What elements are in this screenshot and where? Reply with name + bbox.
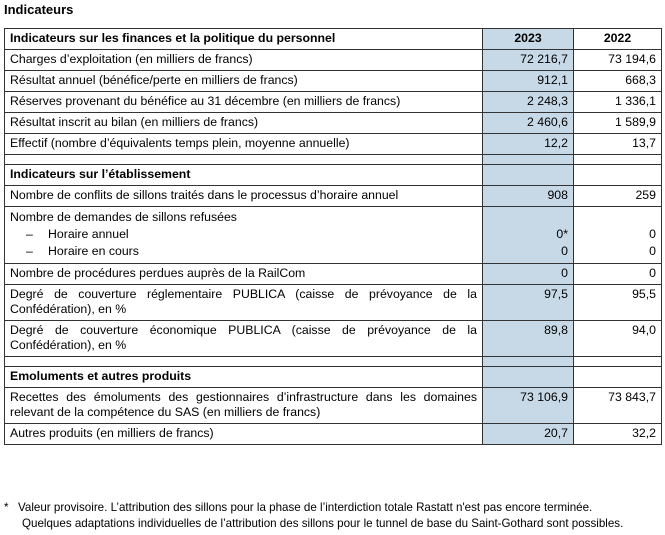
spacer-cell (574, 155, 662, 165)
value-2023: 2 248,3 (483, 92, 574, 113)
table-row (5, 71, 662, 92)
value-2023: 0* (556, 227, 568, 241)
sub-item (10, 226, 477, 243)
value-2022: 0 (574, 264, 662, 285)
value-2022: 668,3 (574, 71, 662, 92)
row-label: Réserves provenant du bénéfice au 31 décembre (en milliers de francs) (5, 92, 483, 113)
finance-header-row (5, 29, 662, 50)
table-row (5, 264, 662, 285)
value-2023: 20,7 (483, 424, 574, 445)
value-2023: 908 (483, 186, 574, 207)
table-row (5, 321, 662, 357)
empty-cell (574, 165, 662, 186)
spacer-row (5, 357, 662, 367)
value-2022: 94,0 (574, 321, 662, 357)
value-2022: 32,2 (574, 424, 662, 445)
row-label: Nombre de procédures perdues auprès de la RailCom (5, 264, 483, 285)
value-2022: 73 843,7 (574, 388, 662, 424)
establishment-section-heading: Indicateurs sur l’établissement (5, 165, 483, 186)
value-2022: 95,5 (574, 285, 662, 321)
empty-cell (483, 165, 574, 186)
table-row (5, 388, 662, 424)
value-2023: 97,5 (483, 285, 574, 321)
value-2022: 1 589,9 (574, 113, 662, 134)
empty-cell (483, 367, 574, 388)
values-2022-cell (574, 207, 662, 264)
row-label: Nombre de demandes de sillons refusées (10, 210, 237, 224)
value-2023: 0 (561, 244, 568, 258)
value-2023: 2 460,6 (483, 113, 574, 134)
emoluments-section-heading: Emoluments et autres produits (5, 367, 483, 388)
footnote-marker: * (4, 501, 9, 514)
row-label: Résultat annuel (bénéfice/perte en milliers de francs) (5, 71, 483, 92)
values-2023-cell (483, 207, 574, 264)
blank-value (488, 209, 568, 226)
value-2022: 0 (649, 244, 656, 258)
table-row (5, 50, 662, 71)
value-2022: 13,7 (574, 134, 662, 155)
refused-requests-cell (5, 207, 483, 264)
value-2022: 73 194,6 (574, 50, 662, 71)
table-row (5, 424, 662, 445)
sub-item-label: Horaire annuel (48, 227, 129, 241)
dash-bullet: – (26, 244, 33, 258)
table-row (5, 92, 662, 113)
establishment-header-row (5, 165, 662, 186)
year-2022-header: 2022 (574, 29, 662, 50)
value-2022: 0 (649, 227, 656, 241)
spacer-cell (5, 155, 483, 165)
table-row (5, 285, 662, 321)
page-title: Indicateurs (4, 2, 74, 17)
table-row-refused-requests (5, 207, 662, 264)
table-row (5, 113, 662, 134)
value-2023: 0 (483, 264, 574, 285)
footnote-line-1: Valeur provisoire. L’attribution des sillons pour la phase de l’interdiction totale Rastatt n'est pas encore terminée. (18, 501, 593, 514)
value-2023: 12,2 (483, 134, 574, 155)
value-2023: 73 106,9 (483, 388, 574, 424)
row-label: Nombre de conflits de sillons traités dans le processus d’horaire annuel (5, 186, 483, 207)
spacer-cell (483, 155, 574, 165)
indicators-table (4, 28, 662, 445)
row-label: Recettes des émoluments des gestionnaires d’infrastructure dans les domaines relevant de la compétence du SAS (en milliers de francs) (5, 388, 483, 424)
emoluments-header-row (5, 367, 662, 388)
blank-value (579, 209, 656, 226)
row-label: Autres produits (en milliers de francs) (5, 424, 483, 445)
value-2023: 89,8 (483, 321, 574, 357)
row-label: Résultat inscrit au bilan (en milliers de francs) (5, 113, 483, 134)
table-row (5, 134, 662, 155)
spacer-cell (574, 357, 662, 367)
value-2023: 912,1 (483, 71, 574, 92)
empty-cell (574, 367, 662, 388)
row-label: Degré de couverture réglementaire PUBLICA (caisse de prévoyance de la Confédération), en % (5, 285, 483, 321)
dash-bullet: – (26, 227, 33, 241)
table-row (5, 186, 662, 207)
row-label: Charges d’exploitation (en milliers de francs) (5, 50, 483, 71)
row-label: Degré de couverture économique PUBLICA (caisse de prévoyance de la Confédération), en % (5, 321, 483, 357)
value-2023: 72 216,7 (483, 50, 574, 71)
sub-item-label: Horaire en cours (48, 244, 139, 258)
sub-item (10, 243, 477, 260)
row-label: Effectif (nombre d’équivalents temps plein, moyenne annuelle) (5, 134, 483, 155)
spacer-cell (483, 357, 574, 367)
finance-section-heading: Indicateurs sur les finances et la politique du personnel (5, 29, 483, 50)
footnote-line-2: Quelques adaptations individuelles de l’attribution des sillons pour le tunnel de base du Saint-Gothard sont possibles. (22, 516, 624, 530)
spacer-cell (5, 357, 483, 367)
year-2023-header: 2023 (483, 29, 574, 50)
spacer-row (5, 155, 662, 165)
footnote (4, 500, 664, 531)
value-2022: 1 336,1 (574, 92, 662, 113)
value-2022: 259 (574, 186, 662, 207)
